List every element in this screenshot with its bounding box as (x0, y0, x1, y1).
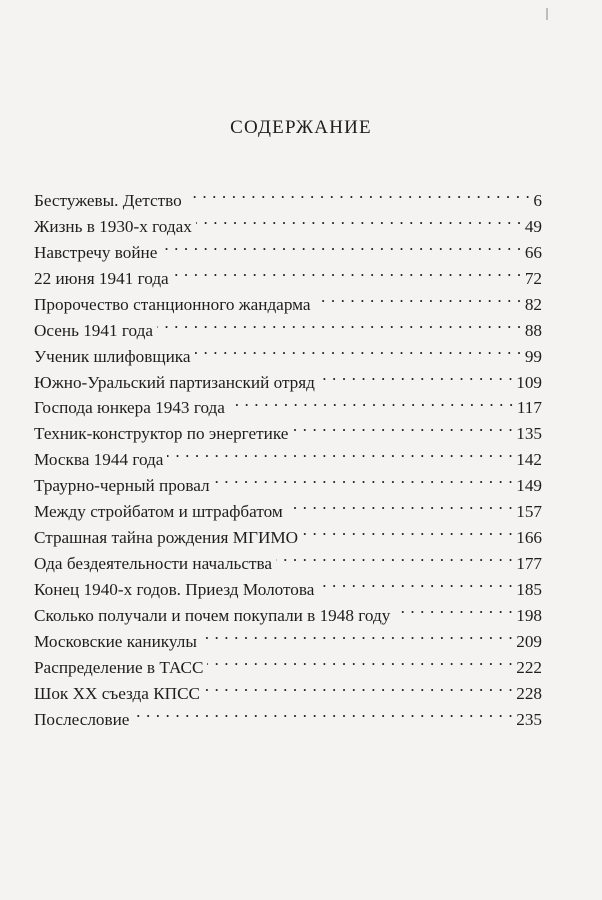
toc-entry-page: 66 (524, 242, 542, 262)
toc-dot-leader (196, 206, 522, 232)
toc-dot-leader (157, 310, 522, 336)
toc-entry-page: 109 (516, 372, 542, 392)
toc-entry-page: 228 (516, 683, 542, 703)
toc-dot-leader (394, 595, 513, 621)
toc-entry-title: Между стройбатом и штрафбатом (34, 502, 283, 522)
toc-entry-title: Ученик шлифовщика (34, 346, 191, 366)
toc-entry-title: Московские каникулы (34, 631, 197, 651)
toc-entry-title: Страшная тайна рождения МГИМО (34, 528, 299, 548)
toc-dot-leader (161, 232, 521, 258)
page-corner-mark (546, 8, 548, 20)
toc-dot-leader (204, 673, 513, 699)
toc-dot-leader (173, 258, 522, 284)
toc-dot-leader (186, 180, 531, 206)
toc-entry-title: Южно-Уральский партизанский отряд (34, 372, 315, 392)
toc-entry-title: Бестужевы. Детство (34, 190, 182, 210)
toc-entry-page: 222 (516, 657, 542, 677)
toc-entry-page: 157 (516, 502, 542, 522)
toc-entry-title: Жизнь в 1930-х годах (34, 216, 192, 236)
toc-entry-title: Техник-конструктор по энергетике (34, 424, 289, 444)
toc-entry-title: 22 июня 1941 года (34, 268, 169, 288)
toc-dot-leader (319, 362, 513, 388)
toc-entry-page: 142 (516, 450, 542, 470)
page-title: СОДЕРЖАНИЕ (230, 117, 372, 138)
toc-entry-page: 177 (516, 554, 542, 574)
toc-entry-title: Пророчество станционного жандарма (34, 294, 311, 314)
toc-entry-page: 72 (524, 268, 542, 288)
toc-dot-leader (287, 491, 513, 517)
toc-entry-page: 88 (524, 320, 542, 340)
toc-entry-title: Москва 1944 года (34, 450, 164, 470)
toc-dot-leader (315, 284, 522, 310)
toc-dot-leader (229, 388, 514, 414)
toc-entry-title: Осень 1941 года (34, 320, 153, 340)
toc-dot-leader (167, 439, 513, 465)
toc-dot-leader (207, 647, 513, 673)
toc-entry-page: 135 (516, 424, 542, 444)
toc-entry-title: Распределение в ТАСС (34, 657, 204, 677)
toc-entry-page: 166 (516, 528, 542, 548)
toc-entry-title: Ода бездеятельности начальства (34, 554, 273, 574)
toc-entry-page: 235 (516, 709, 542, 729)
toc-entry-title: Сколько получали и почем покупали в 1948 году (34, 605, 391, 625)
toc-dot-leader (195, 336, 522, 362)
toc-entry-page: 209 (516, 631, 542, 651)
toc-entry-title: Навстречу войне (34, 242, 158, 262)
toc-entry-title: Конец 1940-х годов. Приезд Молотова (34, 580, 315, 599)
toc-dot-leader (276, 543, 513, 569)
toc-entry-page: 82 (524, 294, 542, 314)
toc-entry-page: 99 (524, 346, 542, 366)
toc-entry-title: Господа юнкера 1943 года (34, 398, 225, 418)
table-of-contents (34, 180, 542, 729)
toc-entry-page: 6 (533, 190, 542, 210)
toc-entry-page: 117 (516, 398, 542, 418)
toc-dot-leader (302, 517, 513, 543)
toc-entry-page: 149 (516, 476, 542, 496)
toc-dot-leader (292, 413, 513, 439)
toc-entry[interactable] (34, 180, 542, 210)
toc-dot-leader (201, 621, 513, 647)
toc-dot-leader (318, 569, 513, 595)
toc-entry-title: Шок XX съезда КПСС (34, 683, 201, 703)
toc-entry-title: Траурно-черный провал (34, 476, 210, 496)
toc-dot-leader (214, 465, 514, 491)
toc-dot-leader (133, 699, 513, 725)
toc-entry-page: 49 (524, 216, 542, 236)
toc-entry-page: 198 (516, 605, 542, 625)
toc-entry-title: Послесловие (34, 709, 130, 729)
toc-entry-page: 185 (516, 580, 542, 599)
